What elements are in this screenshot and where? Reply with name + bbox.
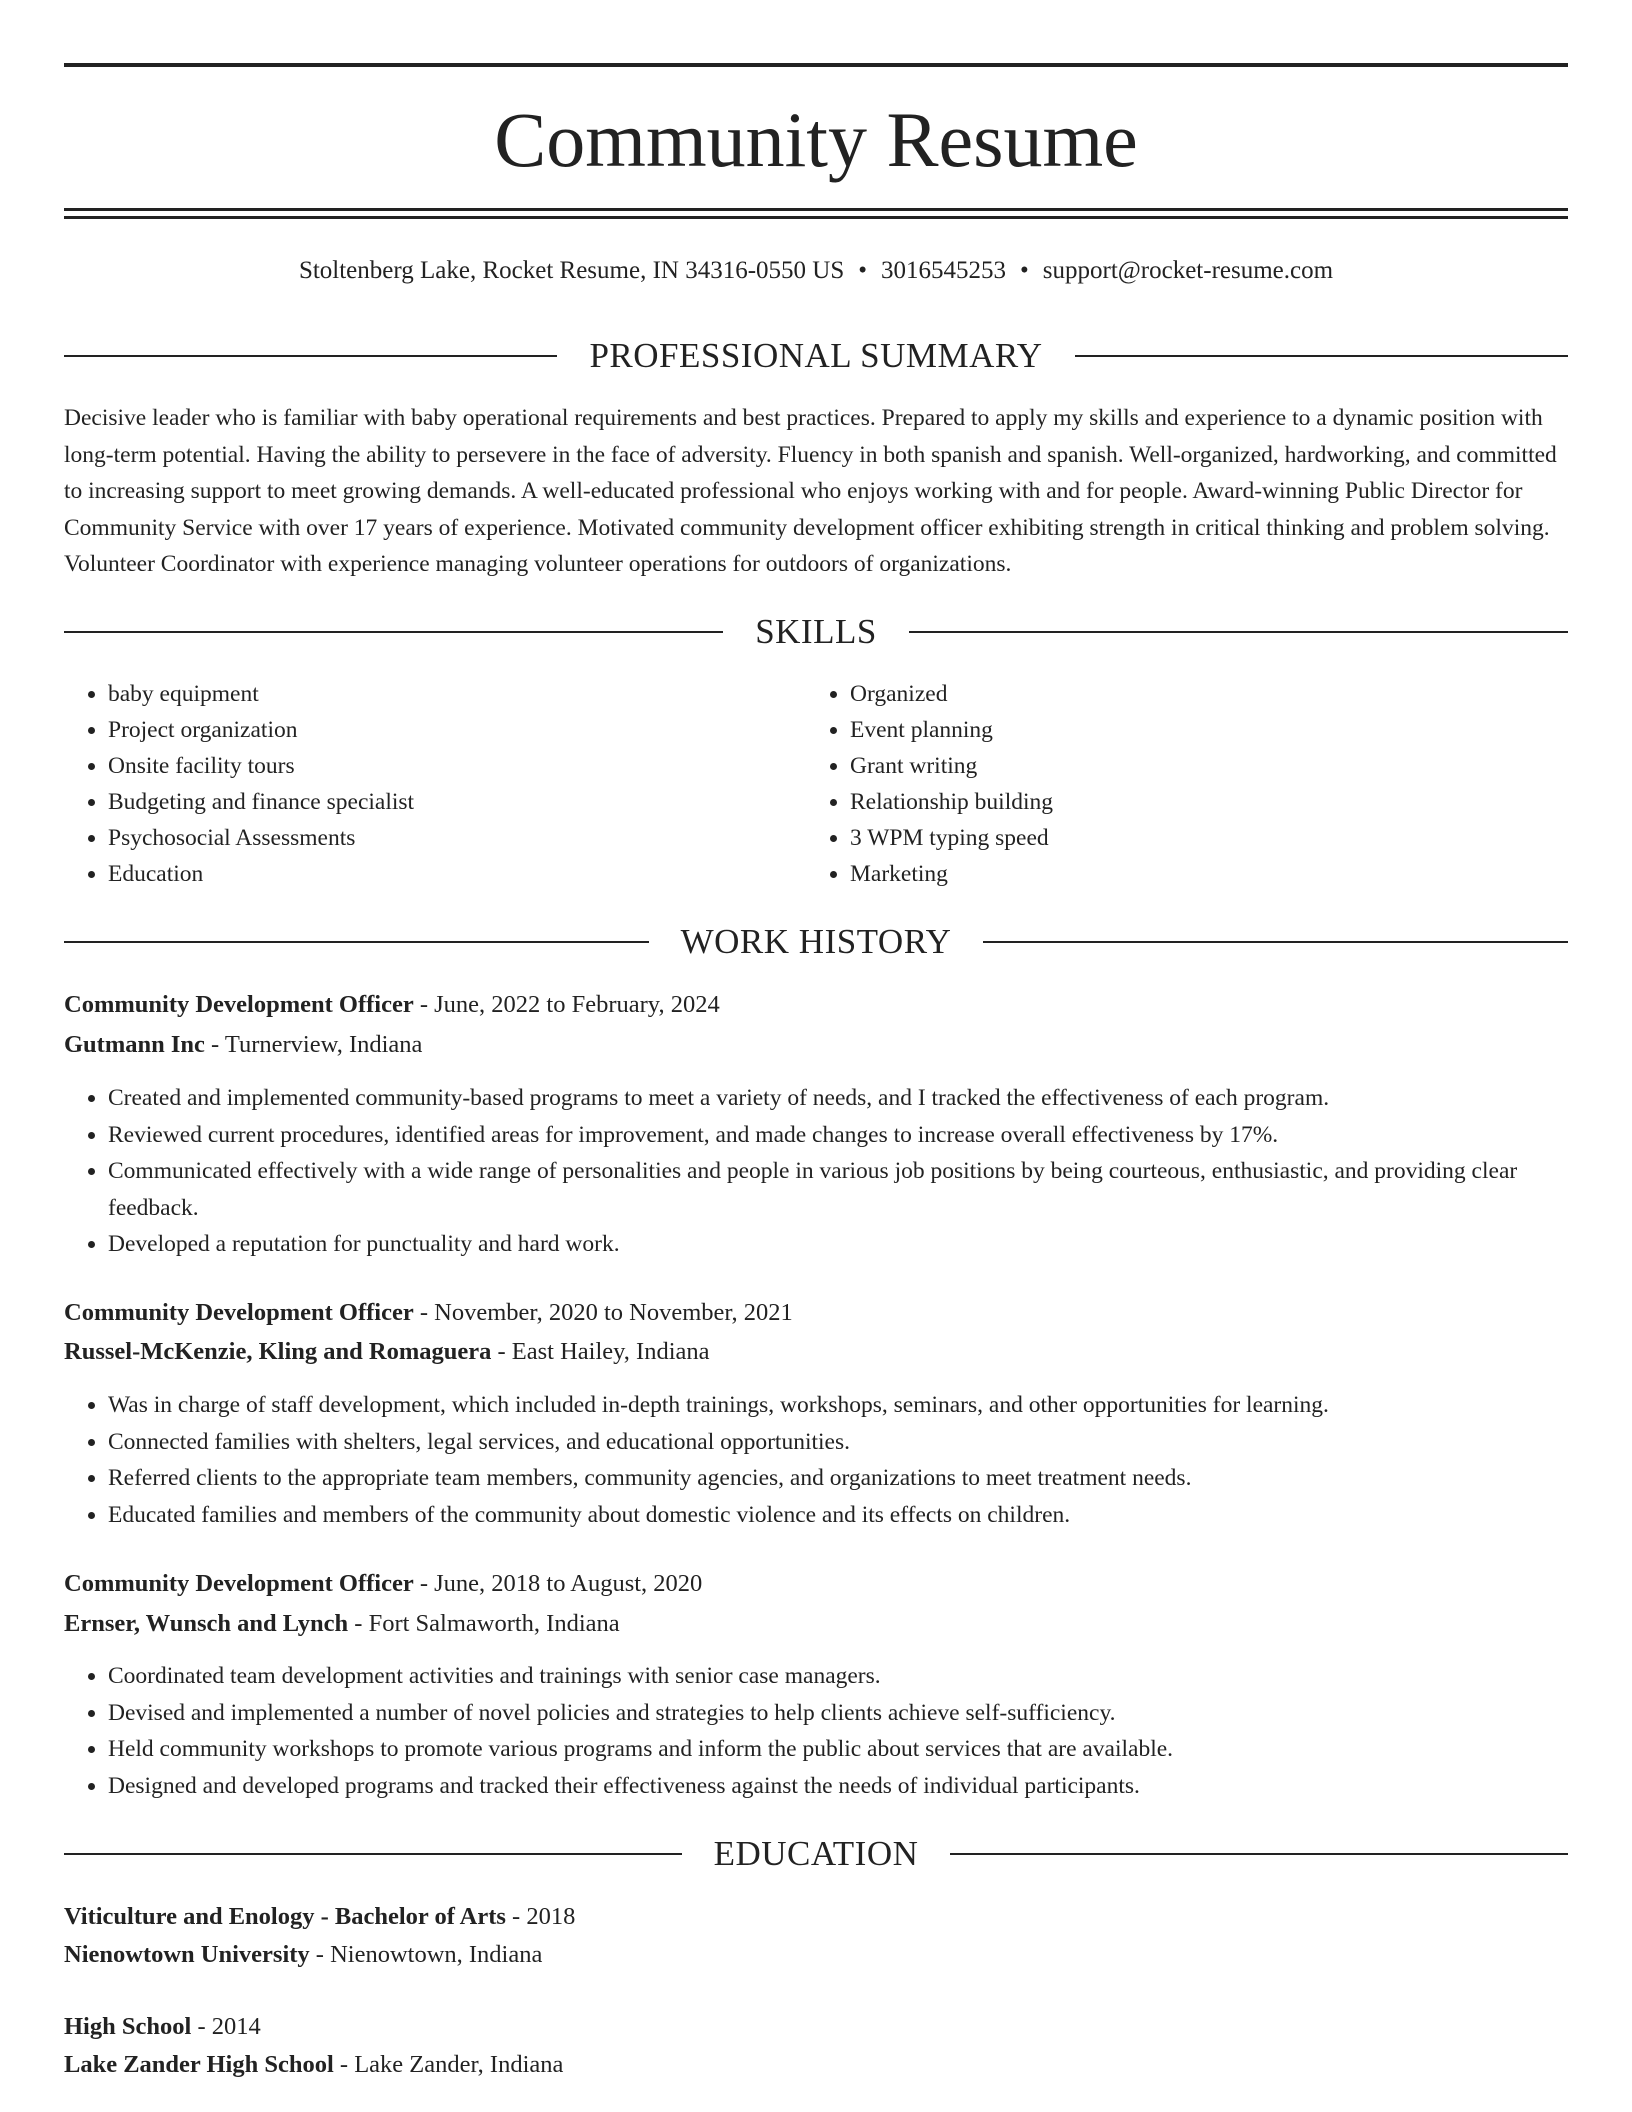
skill-item: • baby equipment xyxy=(108,676,806,712)
skill-item: • Budgeting and finance specialist xyxy=(108,784,806,820)
skills-column-right xyxy=(806,676,1548,892)
job-bullet: • Educated families and members of the community about domestic violence and its effects on children. xyxy=(108,1497,1568,1534)
section-header-work xyxy=(64,920,1568,964)
section-rule xyxy=(64,941,649,943)
job-bullets xyxy=(64,1387,1568,1533)
job-dates: - June, 2022 to February, 2024 xyxy=(413,991,720,1018)
education-school: Nienowtown University xyxy=(64,1941,310,1968)
skills-list xyxy=(64,676,1568,892)
section-rule xyxy=(983,941,1568,943)
contact-separator: • xyxy=(858,257,867,284)
job-bullet: • Created and implemented community-based programs to meet a variety of needs, and I tracked the effectiveness of each program. xyxy=(108,1080,1568,1117)
job-bullet: • Referred clients to the appropriate team members, community agencies, and organizations to meet treatment needs. xyxy=(108,1460,1568,1497)
skill-item: • Psychosocial Assessments xyxy=(108,820,806,856)
job-company: Gutmann Inc xyxy=(64,1031,205,1058)
skills-column-left xyxy=(64,676,806,892)
job-bullet: • Designed and developed programs and tracked their effectiveness against the needs of individual participants. xyxy=(108,1768,1568,1805)
job-bullet: • Coordinated team development activities and trainings with senior case managers. xyxy=(108,1658,1568,1695)
education-degree: High School xyxy=(64,2013,192,2040)
job-company: Russel-McKenzie, Kling and Romaguera xyxy=(64,1338,492,1365)
job-bullets xyxy=(64,1658,1568,1804)
job-bullet: • Developed a reputation for punctuality and hard work. xyxy=(108,1226,1568,1263)
education-location: - Nienowtown, Indiana xyxy=(309,1941,543,1968)
skill-item: • Onsite facility tours xyxy=(108,748,806,784)
section-header-education xyxy=(64,1832,1568,1876)
job-title: Community Development Officer xyxy=(64,1570,414,1597)
contact-address: Stoltenberg Lake, Rocket Resume, IN 34316-0550 US xyxy=(298,257,845,284)
section-title-education: EDUCATION xyxy=(713,1834,919,1873)
contact-email: support@rocket-resume.com xyxy=(1042,257,1334,284)
education-degree-line xyxy=(64,1898,1568,1936)
education-school: Lake Zander High School xyxy=(64,2051,334,2078)
education-location: - Lake Zander, Indiana xyxy=(333,2051,564,2078)
job-dates: - June, 2018 to August, 2020 xyxy=(413,1570,703,1597)
section-header-skills xyxy=(64,610,1568,654)
section-rule xyxy=(64,631,723,633)
education-year: - 2014 xyxy=(191,2013,261,2040)
skill-item: • 3 WPM typing speed xyxy=(850,820,1548,856)
job-company-line xyxy=(64,1605,1568,1643)
education-school-line xyxy=(64,2046,1568,2084)
header-rule-lower xyxy=(64,216,1568,219)
education-year: - 2018 xyxy=(505,1903,576,1930)
job-bullets xyxy=(64,1080,1568,1263)
contact-line xyxy=(64,254,1568,288)
job-title: Community Development Officer xyxy=(64,991,414,1018)
education-degree-line xyxy=(64,2008,1568,2046)
education-school-line xyxy=(64,1936,1568,1974)
skill-item: • Marketing xyxy=(850,856,1548,892)
skill-item: • Education xyxy=(108,856,806,892)
job-location: - East Hailey, Indiana xyxy=(491,1338,710,1365)
section-rule xyxy=(950,1853,1568,1855)
skill-item: • Grant writing xyxy=(850,748,1548,784)
job-company: Ernser, Wunsch and Lynch xyxy=(64,1610,349,1637)
contact-separator: • xyxy=(1020,257,1029,284)
section-rule xyxy=(909,631,1568,633)
section-title-skills: SKILLS xyxy=(755,612,877,651)
job-bullet: • Reviewed current procedures, identified areas for improvement, and made changes to increase overall effectiveness by 17%. xyxy=(108,1117,1568,1154)
skill-item: • Project organization xyxy=(108,712,806,748)
section-header-summary xyxy=(64,334,1568,378)
section-title-summary: PROFESSIONAL SUMMARY xyxy=(589,336,1043,375)
education-degree: Viticulture and Enology - Bachelor of Arts xyxy=(64,1903,506,1930)
skill-item: • Relationship building xyxy=(850,784,1548,820)
job-title-line xyxy=(64,1565,1568,1603)
section-rule xyxy=(64,1853,682,1855)
job-bullet: • Communicated effectively with a wide range of personalities and people in various job positions by being courteous, enthusiastic, and providing clear feedback. xyxy=(108,1153,1568,1226)
header-rule-upper xyxy=(64,208,1568,211)
section-rule xyxy=(64,355,557,357)
contact-phone: 3016545253 xyxy=(881,257,1006,284)
job-bullet: • Was in charge of staff development, which included in-depth trainings, workshops, seminars, and other opportunities for learning. xyxy=(108,1387,1568,1424)
skill-item: • Organized xyxy=(850,676,1548,712)
resume-name: Community Resume xyxy=(494,96,1138,183)
section-rule xyxy=(1075,355,1568,357)
job-bullet: • Connected families with shelters, legal services, and educational opportunities. xyxy=(108,1424,1568,1461)
job-company-line xyxy=(64,1333,1568,1371)
job-location: - Fort Salmaworth, Indiana xyxy=(348,1610,620,1637)
section-title-work: WORK HISTORY xyxy=(680,922,952,961)
job-company-line xyxy=(64,1026,1568,1064)
job-bullet: • Devised and implemented a number of novel policies and strategies to help clients achieve self-sufficiency. xyxy=(108,1695,1568,1732)
job-dates: - November, 2020 to November, 2021 xyxy=(413,1299,793,1326)
top-rule xyxy=(64,63,1568,67)
skill-item: • Event planning xyxy=(850,712,1548,748)
job-title-line xyxy=(64,986,1568,1024)
job-title-line xyxy=(64,1294,1568,1332)
job-location: - Turnerview, Indiana xyxy=(204,1031,423,1058)
job-bullet: • Held community workshops to promote various programs and inform the public about services that are available. xyxy=(108,1731,1568,1768)
summary-text: Decisive leader who is familiar with baby operational requirements and best practices. Prepared to apply my skills and experience to a dynamic position with long-term potential. Having the ability to persevere in the face of adversity. Fluency in both spanish and spanish. Well-organized, hardworking, and committed to increasing support to meet growing demands. A well-educated professional who enjoys working with and for people. Award-winning Public Director for Community Service with over 17 years of experience. Motivated community development officer exhibiting strength in critical thinking and problem solving. Volunteer Coordinator with experience managing volunteer operations for outdoors of organizations. xyxy=(64,405,1557,577)
job-title: Community Development Officer xyxy=(64,1299,414,1326)
